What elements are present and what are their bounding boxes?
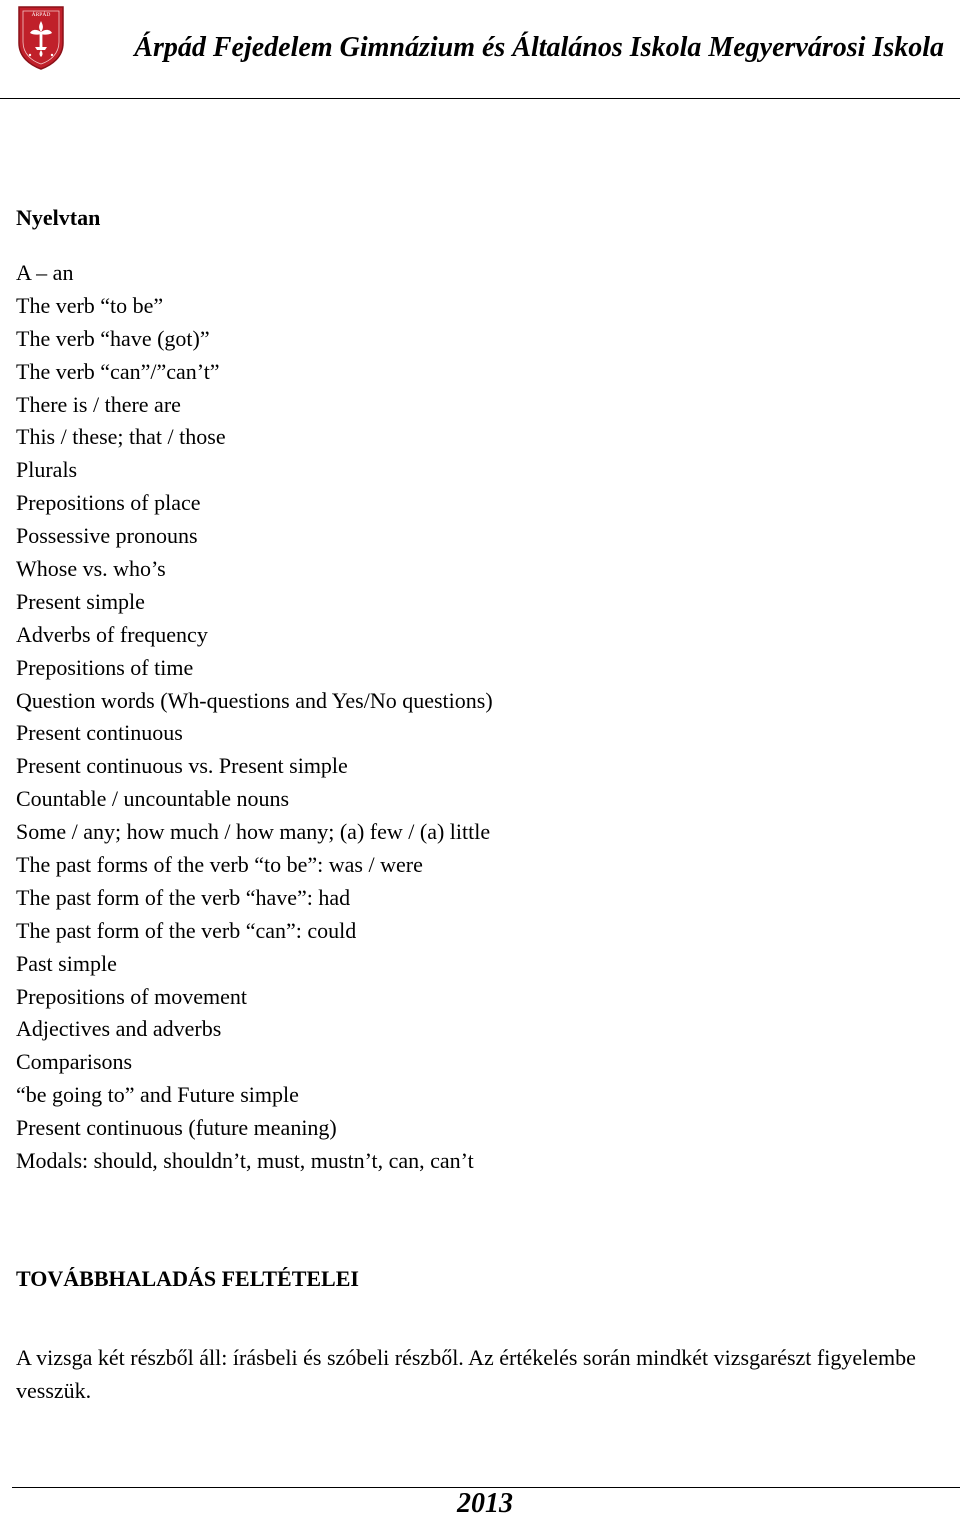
grammar-topic-item: Prepositions of place bbox=[16, 490, 201, 516]
grammar-topic-item: Present continuous bbox=[16, 720, 183, 746]
grammar-topic-list bbox=[16, 257, 493, 1178]
grammar-topic-item: Comparisons bbox=[16, 1049, 133, 1075]
grammar-topic-item: Adjectives and adverbs bbox=[16, 1016, 222, 1042]
grammar-topic-item: Modals: should, shouldn’t, must, mustn’t, can, can’t bbox=[16, 1148, 474, 1174]
grammar-topic-item: The past forms of the verb “to be”: was / were bbox=[16, 852, 423, 878]
grammar-topic-item: Adverbs of frequency bbox=[16, 621, 208, 647]
grammar-topic-item: Possessive pronouns bbox=[16, 523, 198, 549]
grammar-topic-item: Prepositions of time bbox=[16, 654, 194, 680]
grammar-heading: Nyelvtan bbox=[16, 205, 101, 230]
grammar-topic-item: The past form of the verb “have”: had bbox=[16, 884, 351, 910]
grammar-topic-item: Countable / uncountable nouns bbox=[16, 786, 290, 812]
footer-year: 2013 bbox=[457, 1488, 513, 1519]
grammar-topic-item: This / these; that / those bbox=[16, 424, 226, 450]
grammar-topic-item: Present continuous vs. Present simple bbox=[16, 753, 348, 779]
progression-paragraph: A vizsga két részből áll: írásbeli és szóbeli részből. Az értékelés során mindkét vizsgarészt figyelembe vesszük. bbox=[16, 1345, 916, 1403]
grammar-topic-item: Some / any; how much / how many; (a) few / (a) little bbox=[16, 819, 491, 845]
school-crest-icon bbox=[16, 5, 66, 71]
grammar-topic-item: The verb “to be” bbox=[16, 292, 164, 318]
grammar-topic-item: Past simple bbox=[16, 950, 117, 976]
grammar-topic-item: Present simple bbox=[16, 588, 145, 614]
page-header bbox=[0, 0, 960, 100]
school-name-title: Árpád Fejedelem Gimnázium és Általános Iskola Megyervárosi Iskola bbox=[134, 32, 944, 63]
grammar-topic-item: There is / there are bbox=[16, 391, 181, 417]
progression-heading: TOVÁBBHALADÁS FELTÉTELEI bbox=[16, 1266, 359, 1291]
grammar-topic-item: The verb “have (got)” bbox=[16, 325, 210, 351]
grammar-topic-item: “be going to” and Future simple bbox=[16, 1082, 299, 1108]
grammar-topic-item: Plurals bbox=[16, 457, 78, 483]
grammar-topic-item: A – an bbox=[16, 260, 74, 285]
grammar-topic-item: The past form of the verb “can”: could bbox=[16, 917, 357, 943]
grammar-topic-item: Prepositions of movement bbox=[16, 983, 247, 1009]
header-divider bbox=[0, 98, 960, 99]
grammar-topic-item: Present continuous (future meaning) bbox=[16, 1115, 337, 1141]
grammar-topic-item: The verb “can”/”can’t” bbox=[16, 358, 220, 384]
crest-lettering: ÁRPÁD bbox=[31, 12, 51, 18]
grammar-topic-item: Whose vs. who’s bbox=[16, 556, 166, 582]
school-crest-graphic bbox=[16, 5, 66, 71]
grammar-topic-item: Question words (Wh-questions and Yes/No questions) bbox=[16, 687, 493, 713]
